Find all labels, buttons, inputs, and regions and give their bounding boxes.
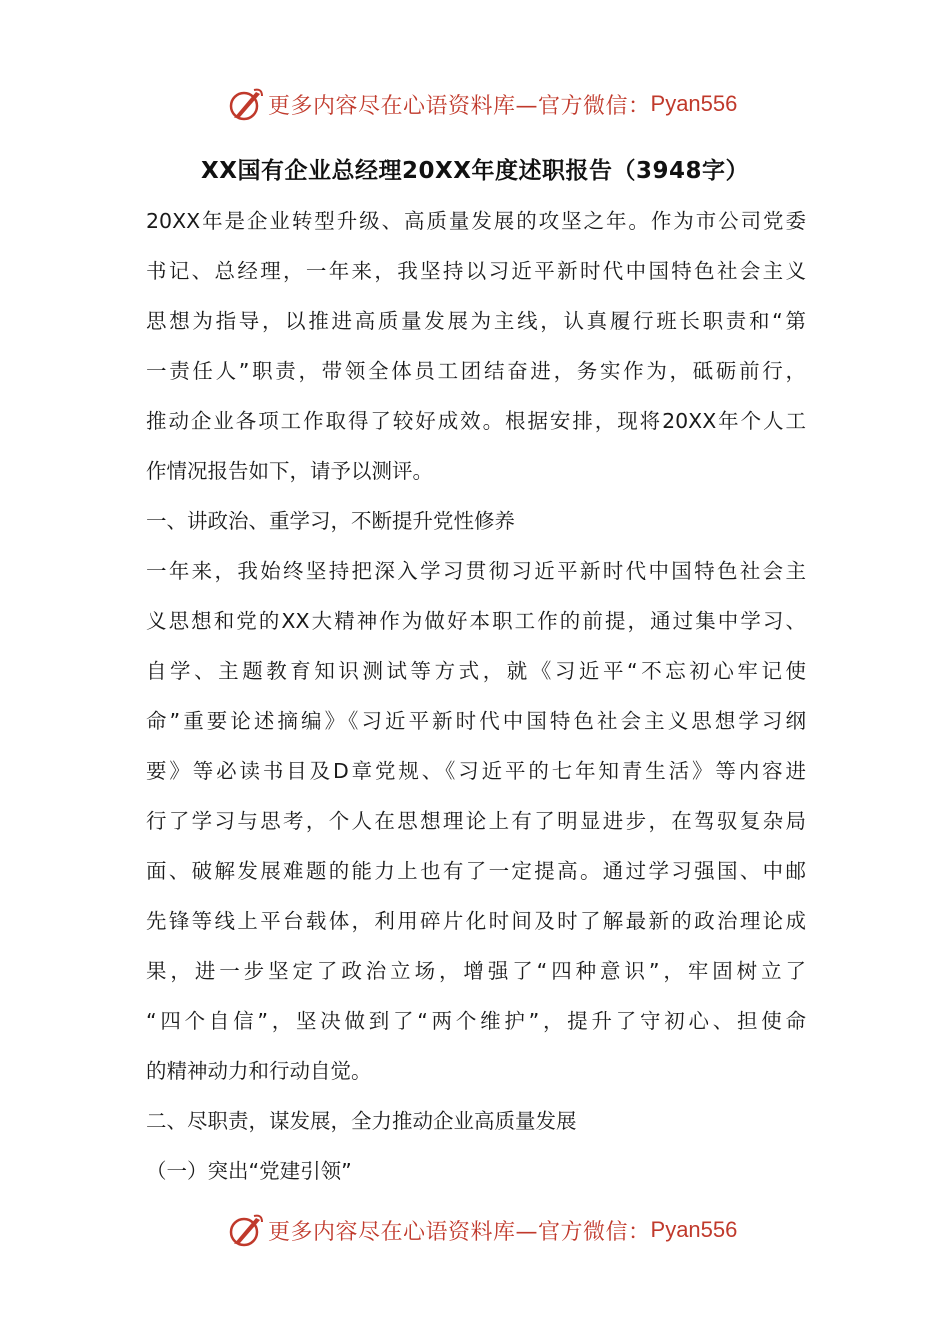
text-line: 书记、总经理，一年来，我坚持以习近平新时代中国特色社会主义: [146, 259, 806, 283]
text-line: 思想为指导，以推进高质量发展为主线，认真履行班长职责和“第: [146, 309, 806, 333]
quill-logo-icon: [226, 1210, 266, 1250]
quill-logo-icon: [226, 84, 266, 124]
text-line: 一责任人”职责，带领全体员工团结奋进，务实作为，砥砺前行，: [146, 359, 806, 383]
text-line: 推动企业各项工作取得了较好成效。根据安排，现将20XX年个人工: [146, 409, 806, 433]
text-line: 果，进一步坚定了政治立场，增强了“四种意识”，牢固树立了: [146, 959, 806, 983]
text-line: 一年来，我始终坚持把深入学习贯彻习近平新时代中国特色社会主: [146, 559, 806, 583]
watermark-wechat-id: Pyan556: [650, 91, 738, 116]
watermark-text: 更多内容尽在心语资料库—官方微信：: [268, 93, 651, 119]
text-line: “四个自信”，坚决做到了“两个维护”，提升了守初心、担使命: [146, 1009, 806, 1033]
watermark-header: [226, 82, 737, 126]
text-line: 要》等必读书目及D章党规、《习近平的七年知青生活》等内容进: [146, 759, 806, 783]
document-body: [146, 196, 806, 1196]
text-line: 自学、主题教育知识测试等方式，就《习近平“不忘初心牢记使: [146, 659, 806, 683]
text-line: 义思想和党的XX大精神作为做好本职工作的前提，通过集中学习、: [146, 609, 806, 633]
text-line: 命”重要论述摘编》《习近平新时代中国特色社会主义思想学习纲: [146, 709, 806, 733]
text-line: 面、破解发展难题的能力上也有了一定提高。通过学习强国、中邮: [146, 859, 806, 883]
text-line: （一）突出“党建引领”: [146, 1159, 352, 1183]
text-line: 行了学习与思考，个人在思想理论上有了明显进步，在驾驭复杂局: [146, 809, 806, 833]
watermark-text: 更多内容尽在心语资料库—官方微信：: [268, 1219, 651, 1245]
watermark-wechat-id: Pyan556: [650, 1217, 738, 1242]
text-line: 的精神动力和行动自觉。: [146, 1059, 372, 1083]
document-title: XX国有企业总经理20XX年度述职报告（3948字）: [201, 158, 749, 184]
text-line: 作情况报告如下，请予以测评。: [146, 459, 433, 483]
text-line: 二、尽职责，谋发展，全力推动企业高质量发展: [146, 1109, 577, 1133]
text-line: 一、讲政治、重学习，不断提升党性修养: [146, 509, 515, 533]
watermark-footer: [226, 1208, 737, 1252]
text-line: 20XX年是企业转型升级、高质量发展的攻坚之年。作为市公司党委: [146, 209, 806, 233]
text-line: 先锋等线上平台载体，利用碎片化时间及时了解最新的政治理论成: [146, 909, 806, 933]
